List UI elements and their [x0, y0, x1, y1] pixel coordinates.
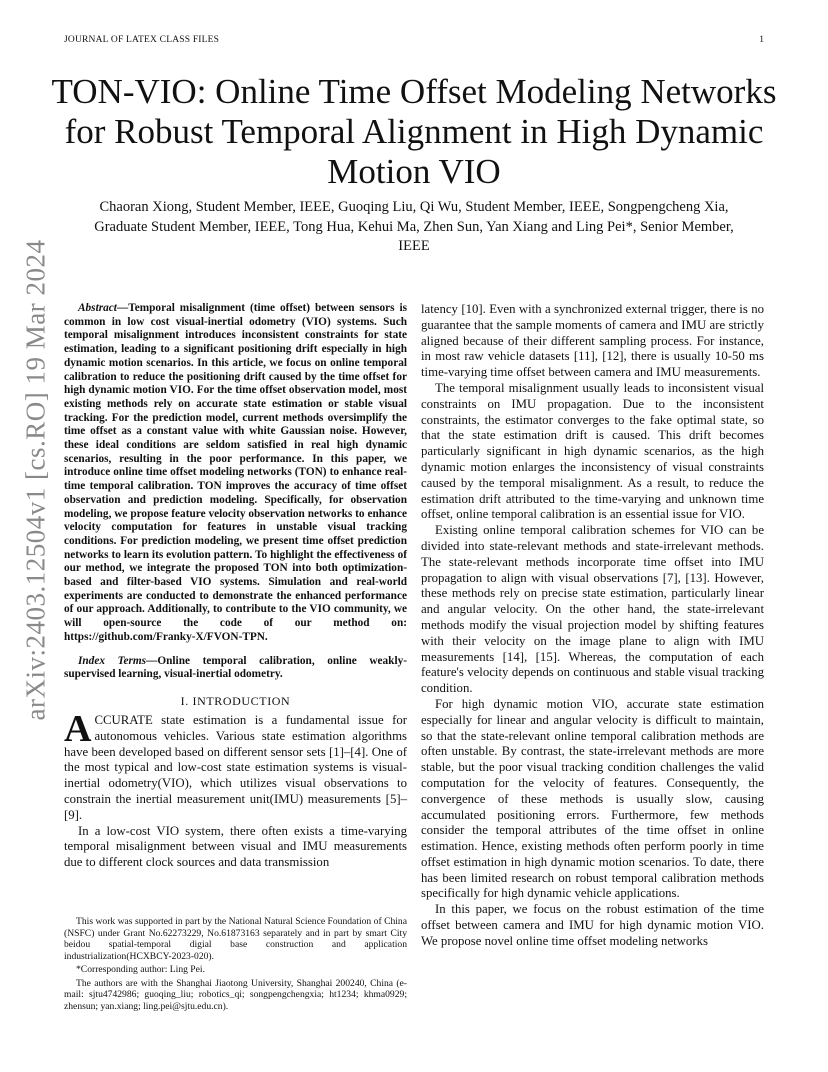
- right-paragraph-3: Existing online temporal calibration schemes for VIO can be divided into state-relevant methods and state-irrelevant methods. The state-relevant methods incorporate time offset into IMU propagation to align with visual observations [7], [13]. However, these methods rely on precise state estimation, particularly linear and angular velocity. On the other hand, the state-irrelevant methods modify the visual projection model by shifting features with their velocity on the image plane to align with IMU measurements [14], [15]. Whereas, the computation of each feature's velocity depends on continuous and stable visual tracking condition.: [421, 523, 764, 696]
- footnotes: [64, 916, 407, 1012]
- intro-paragraph-2: In a low-cost VIO system, there often exists a time-varying temporal misalignment between visual and IMU measurements due to different clock sources and data transmission: [64, 823, 407, 870]
- left-column: [64, 302, 407, 871]
- index-terms-label: Index Terms: [78, 654, 147, 667]
- author-list: Chaoran Xiong, Student Member, IEEE, Guoqing Liu, Qi Wu, Student Member, IEEE, Songpengcheng Xia, Graduate Student Member, IEEE, Tong Hua, Kehui Ma, Zhen Sun, Yan Xiang and Ling Pei*, Senior Member, IEEE: [94, 199, 734, 254]
- index-terms: [64, 655, 407, 682]
- right-paragraph-2: The temporal misalignment usually leads to inconsistent visual constraints on IMU propagation. Due to the inconsistent constraints, the estimator converges to the fake optimal state, so that the state estimation drift is caused. This drift becomes particularly significant in high dynamic scenarios, as the high dynamic motion enlarges the inconsistency of visual constraints caused by the temporal misalignment. As a result, to reduce the estimation drift attributed to the time-varying and unknown time offset, online temporal calibration is an essential issue for VIO.: [421, 380, 764, 522]
- right-paragraph-5: In this paper, we focus on the robust estimation of the time offset between camera and IMU for high dynamic motion VIO. We propose novel online time offset modeling networks: [421, 902, 764, 948]
- right-paragraph-4: For high dynamic motion VIO, accurate state estimation especially for linear and angular velocity is difficult to maintain, so that the state-relevant online temporal calibration methods are often unstable. By contrast, the state-irrelevant methods are more stable, but the poor visual tracking condition challenges the valid computation for the velocity of features. Consequently, the convergence of these methods is usually slow, causing accumulated positioning errors. Furthermore, few methods consider the temporal attributes of the time offset in online estimation. Hence, existing methods often perform poorly in time offset estimation in high dynamic motion scenarios. To date, there has been limited research on robust temporal calibration methods specifically for high dynamic vehicle applications.: [421, 696, 764, 901]
- footnote-funding: This work was supported in part by the National Natural Science Foundation of China (NSFC) under Grant No.62273229, No.61873163 separately and in part by smart City beidou spatial-temporal digial base construction and application industrialization(HCXBCY-2023-020).: [64, 916, 407, 962]
- right-column: [421, 302, 764, 950]
- footnote-corresponding-author: *Corresponding author: Ling Pei.: [76, 964, 205, 975]
- arxiv-stamp-text: arXiv:2403.12504v1 [cs.RO] 19 Mar 2024: [20, 239, 51, 721]
- page-number: 1: [759, 35, 764, 45]
- paper-title: TON-VIO: Online Time Offset Modeling Networks for Robust Temporal Alignment in High Dynamic Motion VIO: [51, 72, 777, 191]
- abstract-text: —Temporal misalignment (time offset) between sensors is common in low cost visual-inertial odometry (VIO) systems. Such temporal misalignment introduces inconsistent constraints for state estimation, leading to a significant positioning drift especially in high dynamic motion scenarios. In this article, we focus on online temporal calibration to reduce the positioning drift caused by the time offset for high dynamic motion VIO. For the time offset observation model, most existing methods rely on accurate state estimation or stable visual tracking. For the prediction model, current methods oversimplify the time offset as a constant value with white Gaussian noise. However, these ideal conditions are seldom satisfied in real high dynamic scenarios, resulting in the poor performance. In this paper, we introduce online time offset modeling networks (TON) to enhance real-time temporal calibration. TON improves the accuracy of time offset observation and prediction modeling. Specifically, for observation modeling, we propose feature velocity observation networks to enhance velocity computation for features in unstable visual tracking conditions. For prediction modeling, we present time offset prediction networks to learn its evolution pattern. To highlight the effectiveness of our method, we integrate the proposed TON into both optimization-based and filter-based VIO systems. Simulation and real-world experiments are conducted to demonstrate the enhanced performance of our approach. Additionally, to contribute to the VIO community, we will open-source the code of our method on: https://github.com/Franky-X/FVON-TPN.: [64, 302, 407, 643]
- intro-paragraph-1-text: CCURATE state estimation is a fundamental issue for autonomous vehicles. Various state estimation algorithms have been developed based on different sensor sets [1]–[4]. One of the most typical and low-cost state estimation systems is visual-inertial odometry(VIO), which utilizes visual observations to constrain the inertial measurement unit(IMU) measurements [5]–[9].: [64, 712, 407, 822]
- intro-paragraph-1: [64, 707, 407, 824]
- abstract: [64, 302, 407, 645]
- section-heading-introduction: I. INTRODUCTION: [180, 693, 291, 708]
- drop-cap: A: [64, 707, 92, 750]
- abstract-label: Abstract: [78, 302, 117, 314]
- footnote-affiliation: The authors are with the Shanghai Jiaotong University, Shanghai 200240, China (e-mail: sjtu4742986; guoqing_liu; robotics_qi; songpengchengxia; ht1234; khma0929; zhensun; yan.xiang; ling.pei@sjtu.edu.cn).: [64, 977, 407, 1012]
- arxiv-stamp: [20, 239, 52, 721]
- index-terms-text: —Online temporal calibration, online weakly-supervised learning, visual-inertial odometry.: [64, 654, 407, 681]
- right-paragraph-1: latency [10]. Even with a synchronized external trigger, there is no guarantee that the sample moments of camera and IMU are strictly aligned because of their different sampling process. For instance, in most raw vehicle datasets [11], [12], there is usually 10-50 ms time-varying time offset between camera and IMU measurements.: [421, 302, 764, 380]
- running-header-journal: JOURNAL OF LATEX CLASS FILES: [64, 35, 220, 45]
